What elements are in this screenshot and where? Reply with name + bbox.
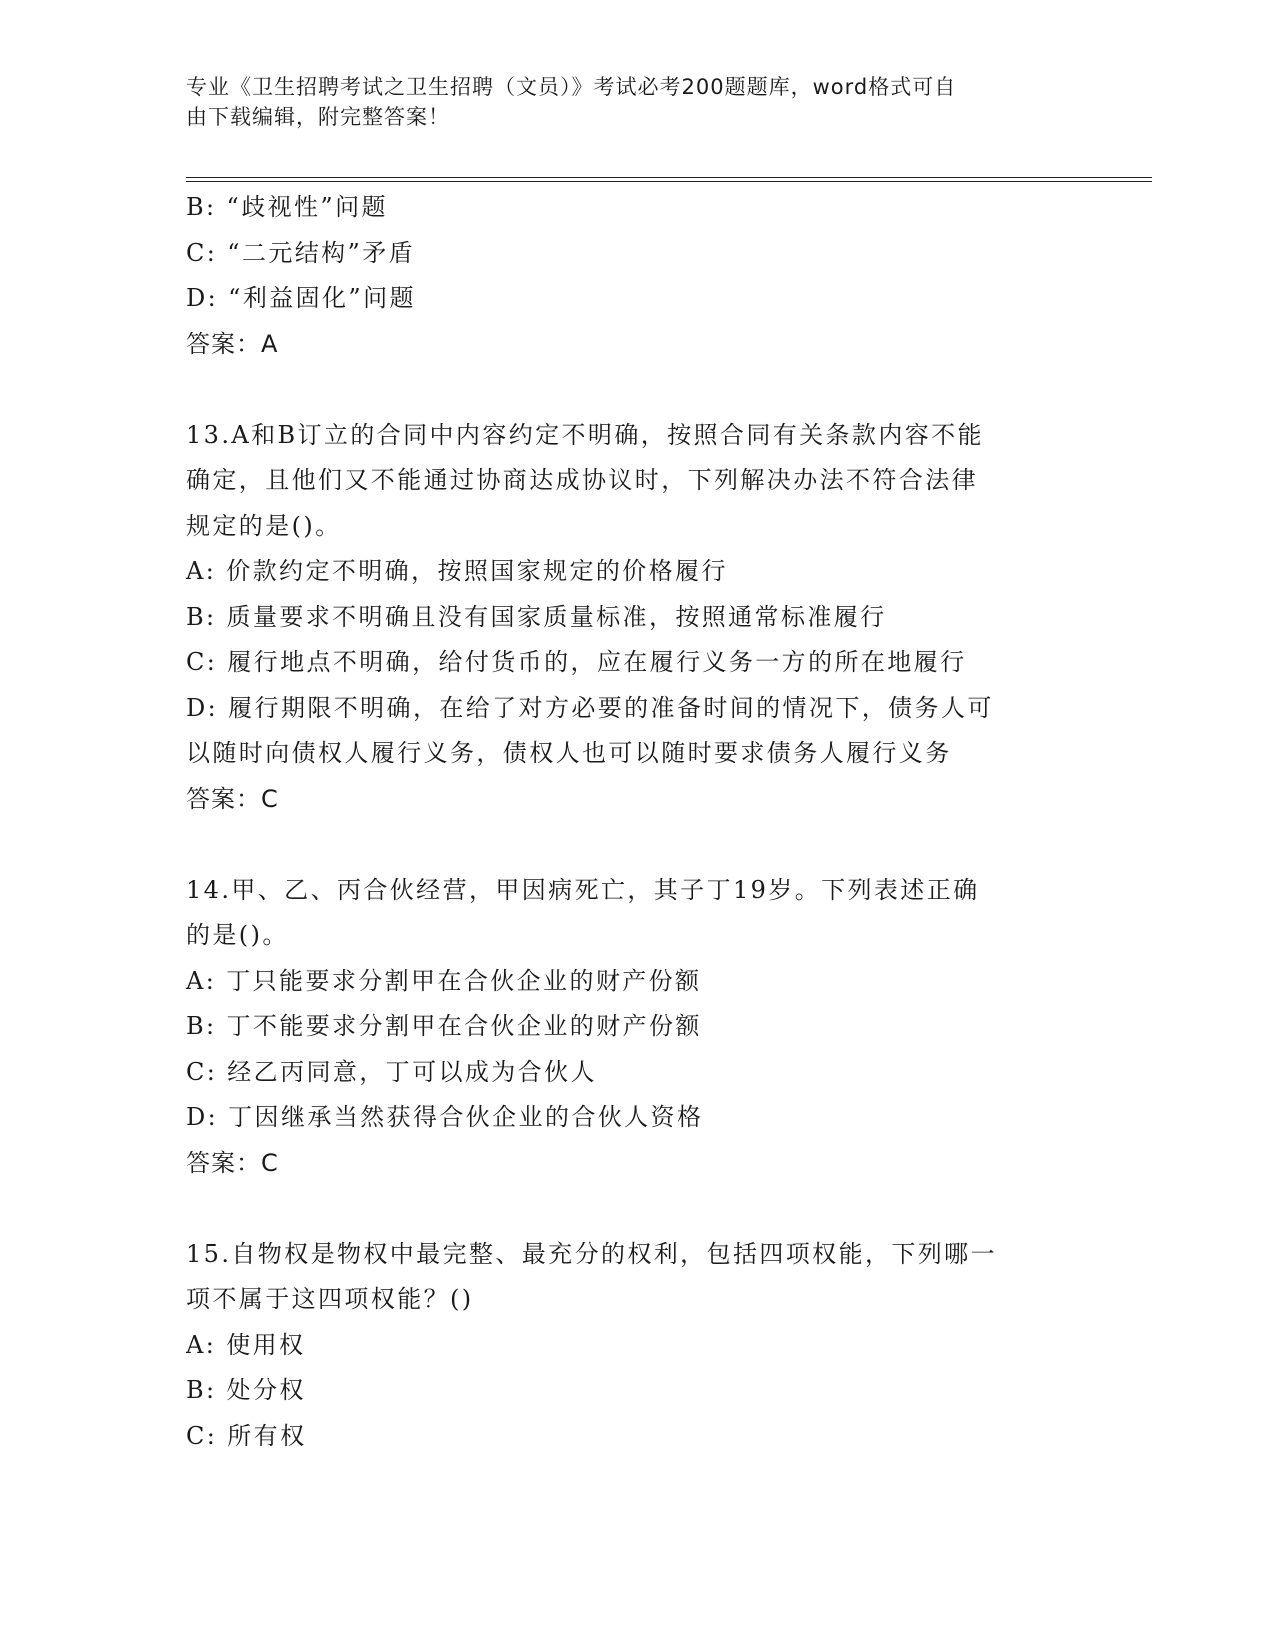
header-divider-bottom [186,181,1152,182]
answer-line: 答案：C [186,784,279,813]
option-a: A: 使用权 [186,1330,306,1359]
question-13 [186,413,1086,823]
option-b: B: “歧视性”问题 [186,193,388,221]
option-b: B: 丁不能要求分割甲在合伙企业的财产份额 [186,1012,702,1040]
spacer [186,1186,1086,1232]
page-header [186,72,1066,132]
spacer [186,822,1086,868]
option-a: A: 价款约定不明确，按照国家规定的价格履行 [186,557,728,585]
answer-line: 答案：A [186,329,279,358]
option-d: D: “利益固化”问题 [186,284,416,312]
question-stem-line: 确定，且他们又不能通过协商达成协议时，下列解决办法不符合法律 [186,466,978,494]
header-divider-top [186,177,1152,178]
option-c: C: “二元结构”矛盾 [186,238,416,267]
option-a: A: 丁只能要求分割甲在合伙企业的财产份额 [186,966,702,995]
option-d: D: 丁因继承当然获得合伙企业的合伙人资格 [186,1103,704,1131]
option-b: B: 处分权 [186,1376,306,1404]
question-stem-line: 15.自物权是物权中最完整、最充分的权利，包括四项权能，下列哪一 [186,1239,997,1268]
header-line-2: 由下载编辑，附完整答案！ [186,105,450,129]
option-c: C: 经乙丙同意，丁可以成为合伙人 [186,1057,597,1086]
question-14 [186,868,1086,1187]
option-d-continued: 以随时向债权人履行义务，债权人也可以随时要求债务人履行义务 [186,739,952,767]
question-stem-line: 14.甲、乙、丙合伙经营，甲因病死亡，其子丁19岁。下列表述正确 [186,875,980,904]
option-d: D: 履行期限不明确，在给了对方必要的准备时间的情况下，债务人可 [186,693,994,722]
option-c: C: 所有权 [186,1421,307,1450]
answer-line: 答案：C [186,1148,279,1177]
header-line-1: 专业《卫生招聘考试之卫生招聘（文员）》考试必考200题题库，word格式可自 [186,75,957,99]
question-stem-line: 规定的是()。 [186,511,342,540]
question-stem-line: 项不属于这四项权能？() [186,1285,474,1313]
question-12-continued [186,185,1086,367]
question-stem-line: 的是()。 [186,921,289,949]
document-body [186,185,1086,1459]
question-stem-line: 13.A和B订立的合同中内容约定不明确，按照合同有关条款内容不能 [186,420,984,449]
option-c: C: 履行地点不明确，给付货币的，应在履行义务一方的所在地履行 [186,648,967,676]
spacer [186,367,1086,413]
option-b: B: 质量要求不明确且没有国家质量标准，按照通常标准履行 [186,602,887,631]
question-15 [186,1232,1086,1460]
